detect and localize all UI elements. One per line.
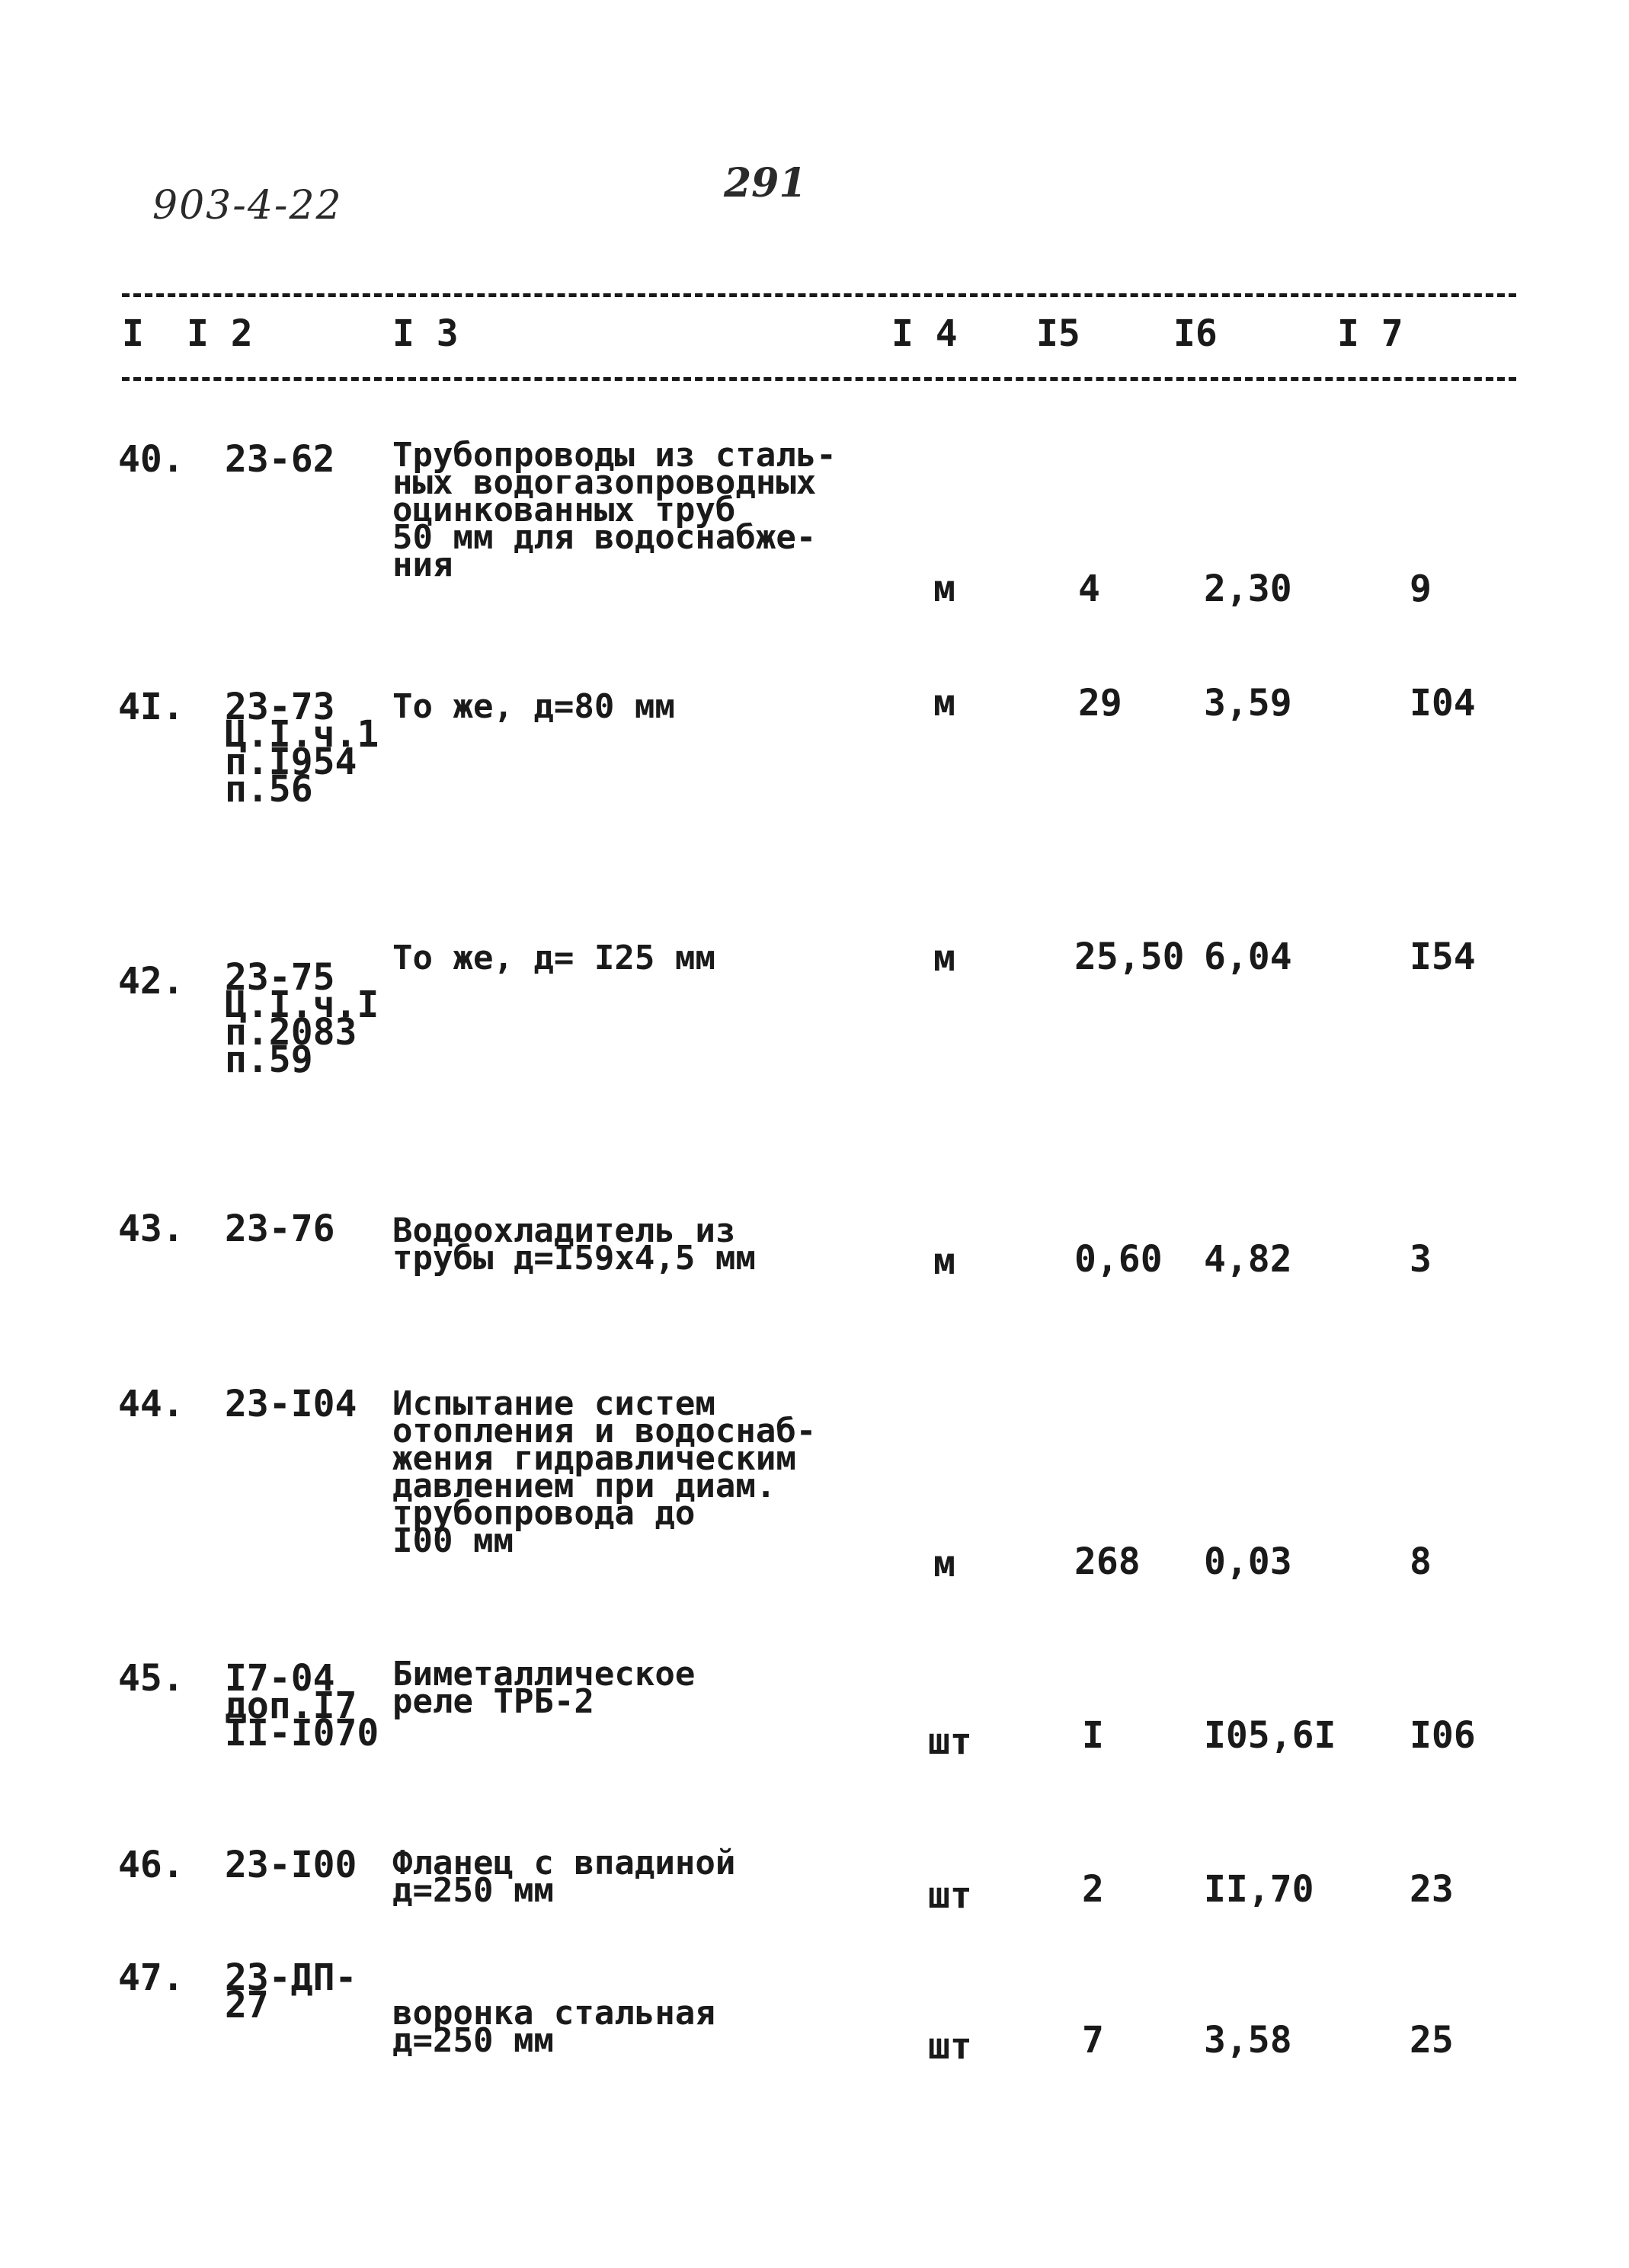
- row-quantity: I: [1082, 1714, 1104, 1757]
- column-header-3: I 3: [392, 312, 459, 355]
- row-code: 23-62: [225, 438, 335, 481]
- row-total: 8: [1410, 1540, 1432, 1583]
- row-total: 3: [1410, 1238, 1432, 1281]
- row-code: I7-04 доп.I7 II-I070: [225, 1657, 379, 1755]
- row-quantity: 4: [1078, 568, 1100, 610]
- row-number: 40.: [118, 438, 184, 481]
- row-unit: м: [933, 682, 955, 725]
- row-unit: шт: [928, 1874, 972, 1917]
- document-code: 903-4-22: [152, 183, 343, 229]
- page-number: 291: [724, 160, 807, 206]
- row-unit: м: [933, 568, 955, 610]
- row-quantity: 7: [1082, 2019, 1104, 2062]
- column-header-1: I: [122, 312, 144, 355]
- row-unit: м: [933, 937, 955, 980]
- row-unit: м: [933, 1543, 955, 1585]
- row-number: 42.: [118, 960, 184, 1003]
- header-rule-top: [122, 293, 1516, 297]
- row-total: I06: [1410, 1714, 1476, 1757]
- row-price: II,70: [1204, 1868, 1314, 1911]
- row-price: 2,30: [1204, 568, 1292, 610]
- column-header-6: I6: [1173, 312, 1218, 355]
- row-number: 4I.: [118, 686, 184, 728]
- row-number: 47.: [118, 1956, 184, 1999]
- row-total: 23: [1410, 1868, 1454, 1911]
- row-description: Водоохладитель из трубы д=I59х4,5 мм: [392, 1211, 756, 1278]
- row-quantity: 0,60: [1074, 1238, 1163, 1281]
- row-total: 9: [1410, 568, 1432, 610]
- row-description: Биметаллическое реле ТРБ-2: [392, 1655, 696, 1721]
- row-total: I54: [1410, 936, 1476, 978]
- row-number: 44.: [118, 1383, 184, 1425]
- row-description: То же, д= I25 мм: [392, 939, 715, 977]
- row-quantity: 25,50: [1074, 936, 1185, 978]
- row-quantity: 29: [1078, 682, 1122, 725]
- row-total: 25: [1410, 2019, 1454, 2062]
- row-description: Трубопроводы из сталь- ных водогазопроводных оцинкованных труб 50 мм для водоснабже- ния: [392, 436, 837, 584]
- row-number: 45.: [118, 1657, 184, 1700]
- row-code: 23-76: [225, 1208, 335, 1250]
- row-unit: шт: [928, 1720, 972, 1763]
- column-header-4: I 4: [891, 312, 958, 355]
- row-unit: м: [933, 1240, 955, 1283]
- column-header-7: I 7: [1337, 312, 1403, 355]
- row-price: 3,58: [1204, 2019, 1292, 2062]
- header-rule-bottom: [122, 377, 1516, 381]
- row-code: 23-75 Ц.I.ч.I п.2083 п.59: [225, 956, 379, 1081]
- row-number: 46.: [118, 1844, 184, 1886]
- row-unit: шт: [928, 2025, 972, 2068]
- row-description: Фланец с впадиной д=250 мм: [392, 1844, 736, 1910]
- row-price: 4,82: [1204, 1238, 1292, 1281]
- row-price: 0,03: [1204, 1540, 1292, 1583]
- row-code: 23-73 Ц.I.ч.1 п.I954 п.56: [225, 686, 379, 811]
- row-description: воронка стальная д=250 мм: [392, 1994, 715, 2060]
- row-quantity: 268: [1074, 1540, 1141, 1583]
- row-total: I04: [1410, 682, 1476, 725]
- row-number: 43.: [118, 1208, 184, 1250]
- row-description: Испытание систем отопления и водоснаб- жения гидравлическим давлением при диам. трубопровода до I00 мм: [392, 1384, 817, 1560]
- column-header-5: I5: [1036, 312, 1080, 355]
- column-header-2: I 2: [187, 312, 253, 355]
- row-code: 23-I00: [225, 1844, 357, 1886]
- row-quantity: 2: [1082, 1868, 1104, 1911]
- row-description: То же, д=80 мм: [392, 687, 675, 726]
- row-code: 23-I04: [225, 1383, 357, 1425]
- row-price: I05,6I: [1204, 1714, 1336, 1757]
- row-price: 6,04: [1204, 936, 1292, 978]
- row-code: 23-ДП- 27: [225, 1956, 357, 2026]
- row-price: 3,59: [1204, 682, 1292, 725]
